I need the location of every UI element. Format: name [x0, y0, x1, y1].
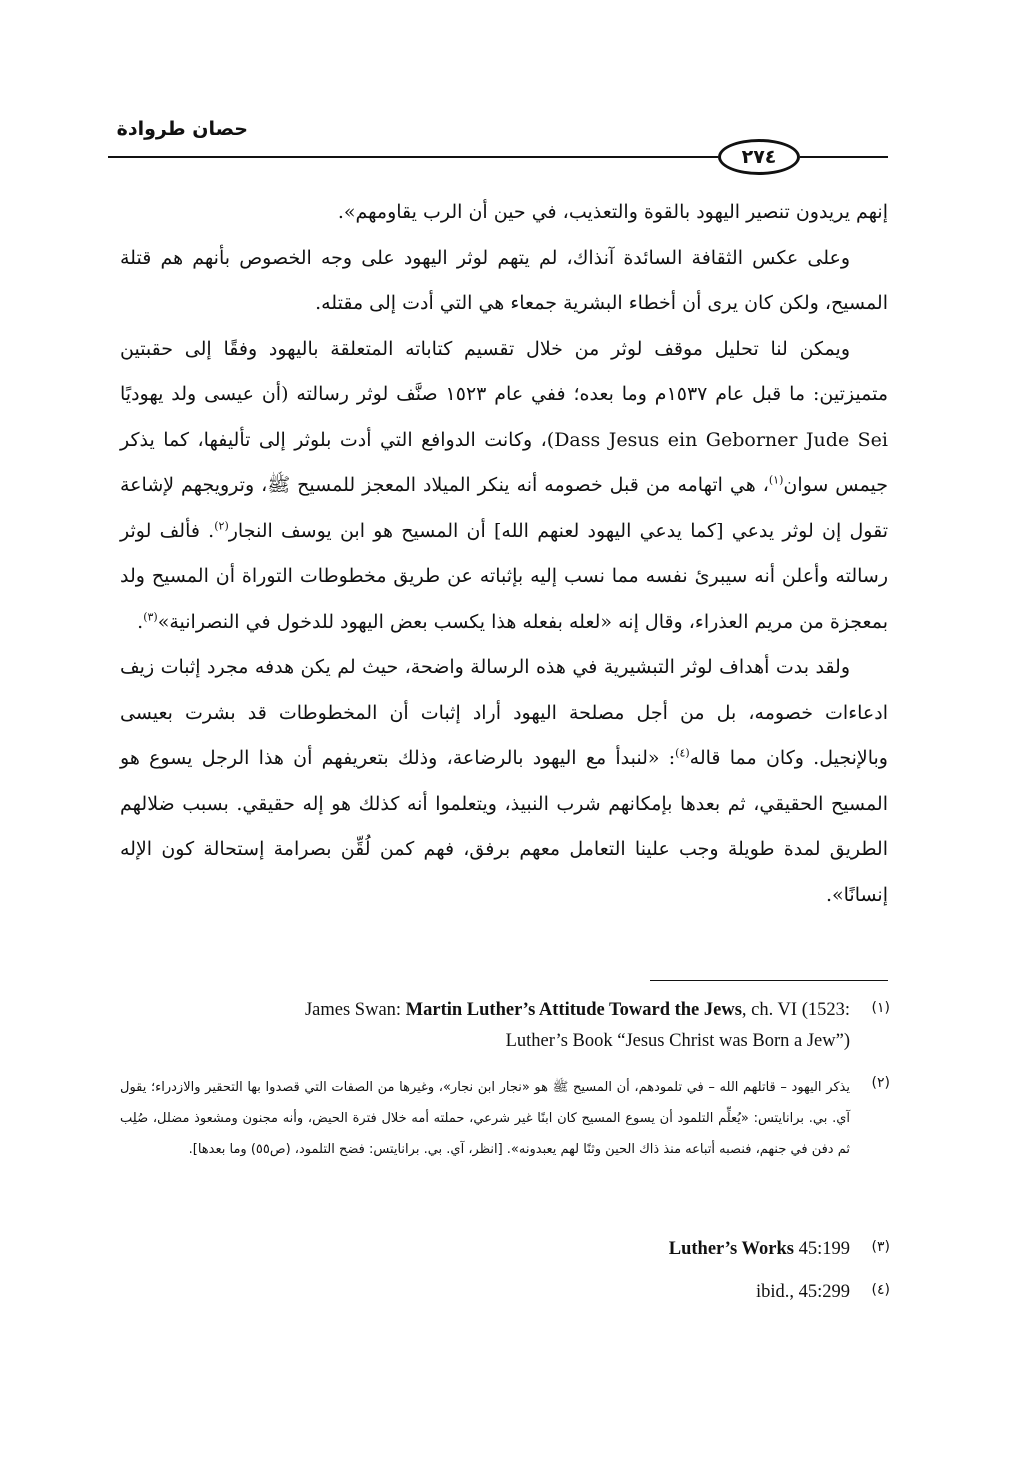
footnote-rule — [650, 980, 888, 981]
footnote-1-line-1 — [305, 995, 850, 1026]
paragraph-4-part-b: : «لنبدأ مع اليهود بالرضاعة، وذلك بتعريفهم أن هذا الرجل يسوع هو المسيح الحقيقي، ثم بعدها بإمكانهم شرب النبيذ، ويتعلموا أنه كذلك هو إله حقيقي. بسبب ضلالهم الطريق لمدة طويلة وجب علينا التعامل معهم برفق، فهم كمن لُقِّن بصرامة إستحالة كون الإله إنسانًا». — [120, 747, 888, 906]
footnote-1-title: Martin Luther’s Attitude Toward the Jews — [405, 1000, 742, 1020]
footnote-1-rest: , ch. VI (1523: — [741, 1000, 850, 1020]
footnote-ref-3[interactable]: (٣) — [143, 610, 158, 624]
paragraph-4-part-a: ولقد بدت أهداف لوثر التبشيرية في هذه الرسالة واضحة، حيث لم يكن هدفه مجرد إثبات زيف ادعاءات خصومه، بل من أجل مصلحة اليهود أراد إثبات أن المخطوطات قد بشرت بعيسى وبالإنجيل. وكان مما قاله — [120, 656, 888, 769]
paragraph-1: إنهم يريدون تنصير اليهود بالقوة والتعذيب، في حين أن الرب يقاومهم». — [337, 201, 888, 223]
footnote-ref-4[interactable]: (٤) — [675, 746, 690, 760]
footnote-3-number: (٣) — [871, 1239, 890, 1255]
header-rule — [108, 156, 718, 158]
running-header-title: حصان طروادة — [116, 118, 248, 140]
paragraph-3-part-e: . — [137, 610, 144, 633]
page-number: ٢٧٤ — [741, 146, 777, 168]
paragraph-2: وعلى عكس الثقافة السائدة آنذاك، لم يتهم لوثر اليهود على وجه الخصوص بأنهم هم قتلة المسيح، ولكن كان يرى أن أخطاء البشرية جمعاء هي التي أدت إلى مقتله. — [120, 246, 888, 314]
body-text — [120, 190, 888, 918]
paragraph-3 — [120, 327, 888, 646]
paragraph-3-part-c: ، هي اتهامه من قبل خصومه أنه ينكر الميلاد المعجز للمسيح ﷺ، وترويجهم لإشاعة تقول إن لوثر يدعي [كما يدعي اليهود لعنهم الله] أن المسيح هو ابن يوسف النجار — [120, 474, 889, 542]
paragraph-3-part-b: )، وكانت الدوافع التي أدت بلوثر إلى تأليفها، كما يذكر جيمس سوان — [120, 428, 888, 496]
paragraph-4 — [120, 645, 888, 918]
paragraph-3-part-d: . فألف لوثر رسالته وأعلن أنه سيبرئ نفسه مما نسب إليه بإثباته عن طريق مخطوطات التوراة أن المسيح ولد بمعجزة من مريم العذراء، وقال إنه «لعله بفعله هذا يكسب بعض اليهود للدخول في النصرانية» — [120, 519, 888, 633]
footnote-4-number: (٤) — [871, 1282, 890, 1298]
footnote-1-number: (١) — [871, 1000, 890, 1016]
latin-title: Dass Jesus ein Geborner Jude Sei — [554, 428, 888, 451]
page-number-badge — [718, 139, 800, 175]
footnote-3-text — [669, 1234, 850, 1265]
footnote-ref-2[interactable]: (٢) — [214, 519, 229, 533]
header-rule-right — [800, 156, 888, 158]
footnote-2-text: يذكر اليهود – قاتلهم الله – في تلمودهم، أن المسيح ﷺ هو «نجار ابن نجار»، وغيرها من الصفات التي قصدوا بها التحقير والازدراء؛ يقول آي. بي. برانايتس: «يُعلِّم التلمود أن يسوع المسيح كان ابنًا غير شرعي، حملته أمه خلال فترة الحيض، وأنه مجنون ومشعوذ مضلل، صُلِب ثم دفن في جنهم، فنصبه أتباعه منذ ذاك الحين وثنًا لهم يعبدونه». [انظر، آي. بي. برانايتس: فضح التلمود، (ص٥٥) وما بعدها]. — [120, 1080, 850, 1157]
footnote-1-line-2: Luther’s Book “Jesus Christ was Born a Jew”) — [505, 1031, 850, 1051]
footnote-3-ref: 45:199 — [793, 1239, 850, 1259]
footnote-3-title: Luther’s Works — [668, 1239, 794, 1259]
footnote-2-number: (٢) — [871, 1075, 890, 1091]
paragraph-3-part-a: ويمكن لنا تحليل موقف لوثر من خلال تقسيم كتاباته المتعلقة باليهود وفقًا إلى حقبتين متميزتين: ما قبل عام ١٥٣٧م وما بعده؛ ففي عام ١٥٢٣ صنَّف لوثر رسالته (أن عيسى ولد يهوديًا — [120, 337, 888, 405]
footnote-ref-1[interactable]: (١) — [768, 473, 784, 487]
footnote-4-text: ibid., 45:299 — [755, 1282, 850, 1302]
footnote-1-author: James Swan: — [304, 1000, 406, 1020]
